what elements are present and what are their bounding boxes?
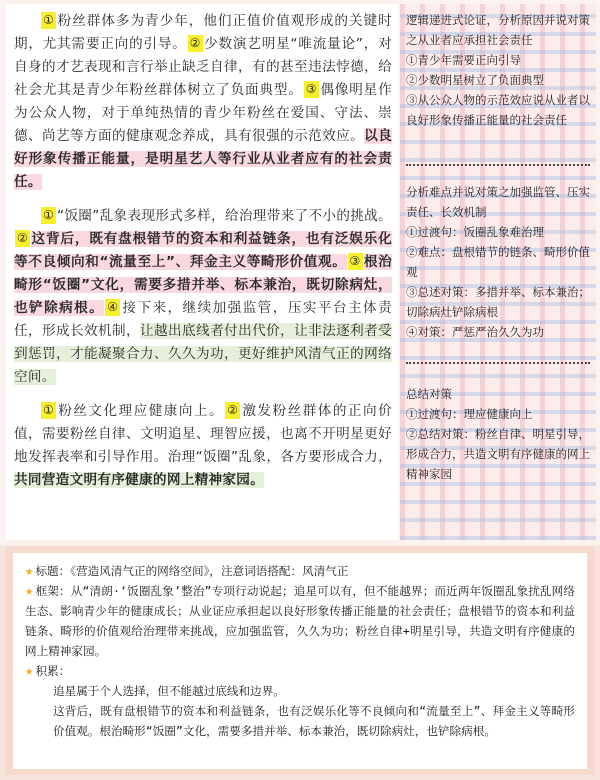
summary-panel <box>5 547 595 775</box>
marker-2: ② <box>227 403 239 417</box>
sentence: 偶像明星作为公众人物，对于单纯热情的青少年粉丝在爱国、守法、崇德、尚艺等方面的健康观念养成，具有很强的示范效应。 <box>14 82 393 144</box>
accum-text: 追星属于个人选择，但不能越过底线和边界。 <box>53 684 285 698</box>
note-block-2 <box>406 182 590 342</box>
title-line <box>25 561 575 581</box>
key-sentence: 共同营造文明有序健康的网上精神家园。 <box>14 472 265 488</box>
sentence: 接下来，继续加强监管，压实平台主体责任，形成长效机制， <box>14 300 392 339</box>
marker-3: ③ <box>305 82 317 96</box>
note-block-1 <box>406 10 590 130</box>
frame-line <box>25 581 575 661</box>
sentence: 少数演艺明星“唯流量论”，对自身的才艺表现和言行举止缺乏自律，有的甚至违法悖德，给社会尤其是青少年粉丝群体树立了负面典型。 <box>14 36 392 98</box>
accum-label: 积累： <box>35 664 71 678</box>
note-title: 分析难点并说对策之加强监管、压实责任、长效机制 <box>406 185 590 219</box>
note-item: ①过渡句：饭圈乱象难治理 <box>406 225 544 239</box>
star-icon: ★ <box>25 563 34 579</box>
note-item: ①青少年需要正向引导 <box>406 53 521 67</box>
accum-text: 这背后，既有盘根错节的资本和利益链条，也有泛娱乐化等不良倾向和“流量至上”、拜金主义等畸形价值观。根治畸形“饭圈”文化，需要多措并举、标本兼治，既切除病灶，也铲除病根。 <box>53 704 575 738</box>
sentence: 粉丝文化理应健康向上。 <box>57 403 225 419</box>
frame-text: 从“清朗·‘饭圈乱象’整治”专项行动说起；追星可以有，但不能越界；而近两年饭圈乱象扰乱网络生态、影响青少年的健康成长；从业证应承担起以良好形象传播正能量的社会责任；盘根错节的资本和利益链条、畸形的价值观给治理带来挑战，应加强监管，久久为功；粉丝自律+明星引导，共造文明有序健康的网上精神家园。 <box>25 584 575 658</box>
note-item: ②总结对策：粉丝自律、明星引导，形成合力，共造文明有序健康的网上精神家园 <box>406 427 590 481</box>
note-item: ②少数明星树立了负面典型 <box>406 73 544 87</box>
paragraph-1 <box>14 10 392 194</box>
summary-box <box>13 553 587 769</box>
star-icon: ★ <box>25 663 34 679</box>
note-item: ④对策：严惩严治久久为功 <box>406 325 544 339</box>
sentence: “饭圈”乱象表现形式多样，给治理带来了不小的挑战。 <box>57 208 392 224</box>
sentence: 粉丝群体多为青少年，他们正值价值观形成的关键时期，尤其需要正向的引导。 <box>14 13 392 52</box>
paragraph-2 <box>14 205 392 389</box>
sentence: 让越出底线者付出代价，让非法逐利者受到惩罚， <box>14 323 393 362</box>
accum-line <box>25 661 575 681</box>
marker-1: ① <box>42 13 55 27</box>
note-item: ①过渡句：理应健康向上 <box>406 407 533 421</box>
note-title: 总结对策 <box>406 387 452 401</box>
sentence: 激发粉丝群体的正向价值，需要粉丝自律、文明追星、理智应援，也离不开明星更好地发挥表率和引导作用。治理“饭圈”乱象，各方要形成合力， <box>14 403 392 465</box>
dotted-divider <box>406 350 590 364</box>
marker-3: ③ <box>349 254 361 268</box>
marker-1: ① <box>42 208 55 222</box>
note-block-3 <box>406 384 590 484</box>
paragraph-3 <box>14 400 392 492</box>
marker-1: ① <box>42 403 55 417</box>
note-item: ③从公众人物的示范效应说从业者以良好形象传播正能量的社会责任 <box>406 93 590 127</box>
note-title: 逻辑递进式论证，分析原因并说对策之从业者应承担社会责任 <box>406 13 590 47</box>
title-label: 标题： <box>35 564 71 578</box>
title-text: 《营造风清气正的网络空间》，注意词语搭配：风清气正 <box>70 564 349 578</box>
notes-column <box>400 4 596 540</box>
dotted-divider <box>406 152 590 166</box>
key-sentence: 这背后，既有盘根错节的资本和利益链条，也有泛娱乐化等不良倾向和“流量至上”、拜金主义等畸形价值观。 <box>14 231 392 270</box>
note-item: ③总述对策：多措并举、标本兼治；切除病灶铲除病根 <box>406 285 590 319</box>
sentence: 才能凝聚合力、久久为功，更好维护风清气正的网络空间。 <box>14 346 392 385</box>
article-column <box>6 4 398 540</box>
marker-4: ④ <box>107 300 119 314</box>
star-icon: ★ <box>25 583 34 599</box>
note-item: ②难点：盘根错节的链条、畸形价值观 <box>406 245 590 279</box>
marker-2: ② <box>16 231 29 245</box>
key-sentence: 根治畸形“饭圈”文化，需要多措并举、标本兼治，既切除病灶，也铲除病根。 <box>14 254 392 316</box>
key-sentence: 以良好形象传播正能量，是明星艺人等行业从业者应有的社会责任。 <box>14 128 392 190</box>
marker-2: ② <box>189 36 201 50</box>
frame-label: 框架： <box>35 584 71 598</box>
